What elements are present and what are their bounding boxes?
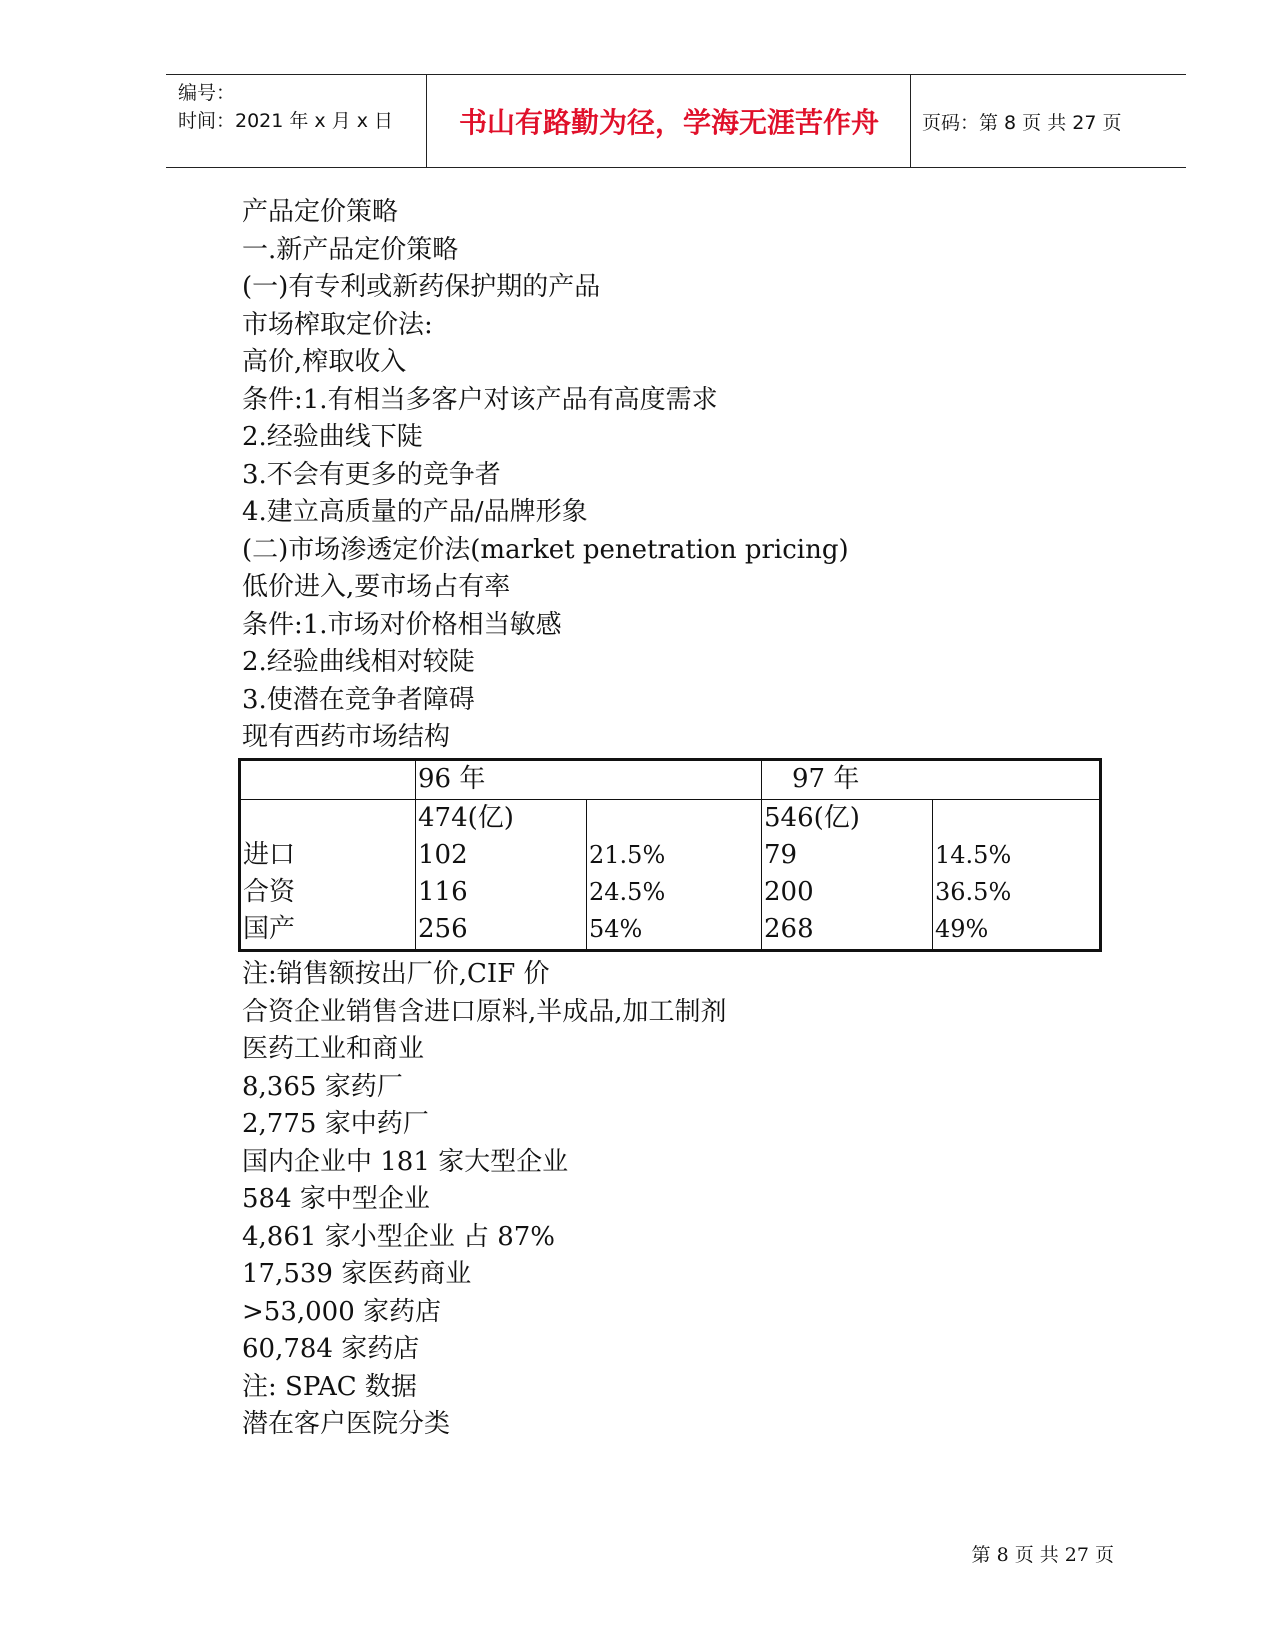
y97-jv-value: 200 <box>764 877 814 907</box>
header-number-label: 编号： <box>178 82 236 104</box>
y96-import-value: 102 <box>418 840 468 870</box>
y97-shares-cell <box>933 800 1101 951</box>
text-line: 国内企业中 181 家大型企业 <box>242 1146 569 1177</box>
document-body-bottom <box>242 956 1202 1444</box>
subsection-heading: (一)有专利或新药保护期的产品 <box>242 272 601 302</box>
row-label-import: 进口 <box>243 840 296 870</box>
table-corner-cell <box>240 760 416 800</box>
header-motto: 书山有路勤为径，学海无涯苦作舟 <box>458 106 879 139</box>
text-line: 3.不会有更多的竞争者 <box>242 459 501 490</box>
y97-total: 546(亿) <box>764 803 860 833</box>
y97-values-cell <box>762 800 933 951</box>
table-data-row <box>240 800 1101 951</box>
text-line: 低价进入,要市场占有率 <box>242 572 511 602</box>
text-line: 合资企业销售含进口原料,半成品,加工制剂 <box>242 996 727 1027</box>
text-line: 2.经验曲线相对较陡 <box>242 647 475 677</box>
y96-shares-cell <box>587 800 762 951</box>
table-caption: 现有西药市场结构 <box>242 722 451 752</box>
header-divider-right <box>910 75 911 167</box>
page-footer: 第 8 页 共 27 页 <box>971 1544 1114 1566</box>
text-line: 2,775 家中药厂 <box>242 1109 429 1139</box>
document-body-top <box>242 194 1202 757</box>
page-header <box>166 74 1186 168</box>
text-line: >53,000 家药店 <box>242 1296 442 1327</box>
row-label-joint-venture: 合资 <box>243 877 296 907</box>
text-line: 584 家中型企业 <box>242 1184 430 1214</box>
header-page-code: 页码：第 8 页 共 27 页 <box>922 111 1122 134</box>
text-line: 条件:1.市场对价格相当敏感 <box>242 609 562 640</box>
y96-jv-share: 24.5% <box>589 878 666 906</box>
header-meta <box>178 79 418 135</box>
y97-domestic-value: 268 <box>764 914 814 944</box>
text-line: 潜在客户医院分类 <box>242 1409 451 1439</box>
y97-domestic-share: 49% <box>935 915 989 943</box>
y96-total: 474(亿) <box>418 803 514 833</box>
row-labels-cell <box>240 800 416 951</box>
header-divider-left <box>426 75 427 167</box>
text-line: 注: SPAC 数据 <box>242 1371 417 1402</box>
section-heading: 一.新产品定价策略 <box>242 234 459 265</box>
y97-import-share: 14.5% <box>935 841 1012 869</box>
y96-domestic-value: 256 <box>418 914 468 944</box>
y96-domestic-share: 54% <box>589 915 643 943</box>
row-label-domestic: 国产 <box>243 914 296 944</box>
y96-values-cell <box>416 800 587 951</box>
subsection-heading: (二)市场渗透定价法(market penetration pricing) <box>242 534 849 565</box>
table-header-row <box>240 760 1101 800</box>
header-time-label: 时间：2021 年 x 月 x 日 <box>178 110 394 132</box>
market-structure-table <box>238 758 1102 952</box>
year-96-header: 96 年 <box>416 760 762 800</box>
y97-import-value: 79 <box>764 840 798 870</box>
year-97-header: 97 年 <box>762 760 1101 800</box>
text-line: 条件:1.有相当多客户对该产品有高度需求 <box>242 384 718 415</box>
text-line: 60,784 家药店 <box>242 1334 420 1364</box>
text-line: 注:销售额按出厂价,CIF 价 <box>242 959 550 989</box>
text-line: 8,365 家药厂 <box>242 1071 403 1102</box>
text-line: 4.建立高质量的产品/品牌形象 <box>242 497 588 527</box>
y97-jv-share: 36.5% <box>935 878 1012 906</box>
y96-import-share: 21.5% <box>589 841 666 869</box>
text-line: 2.经验曲线下陡 <box>242 422 423 452</box>
y96-jv-value: 116 <box>418 877 468 907</box>
text-line: 4,861 家小型企业 占 87% <box>242 1221 556 1252</box>
doc-title: 产品定价策略 <box>242 197 399 227</box>
text-line: 17,539 家医药商业 <box>242 1259 472 1289</box>
text-line: 3.使潜在竞争者障碍 <box>242 684 475 715</box>
text-line: 高价,榨取收入 <box>242 347 407 377</box>
text-line: 医药工业和商业 <box>242 1034 425 1064</box>
text-line: 市场榨取定价法: <box>242 309 433 340</box>
